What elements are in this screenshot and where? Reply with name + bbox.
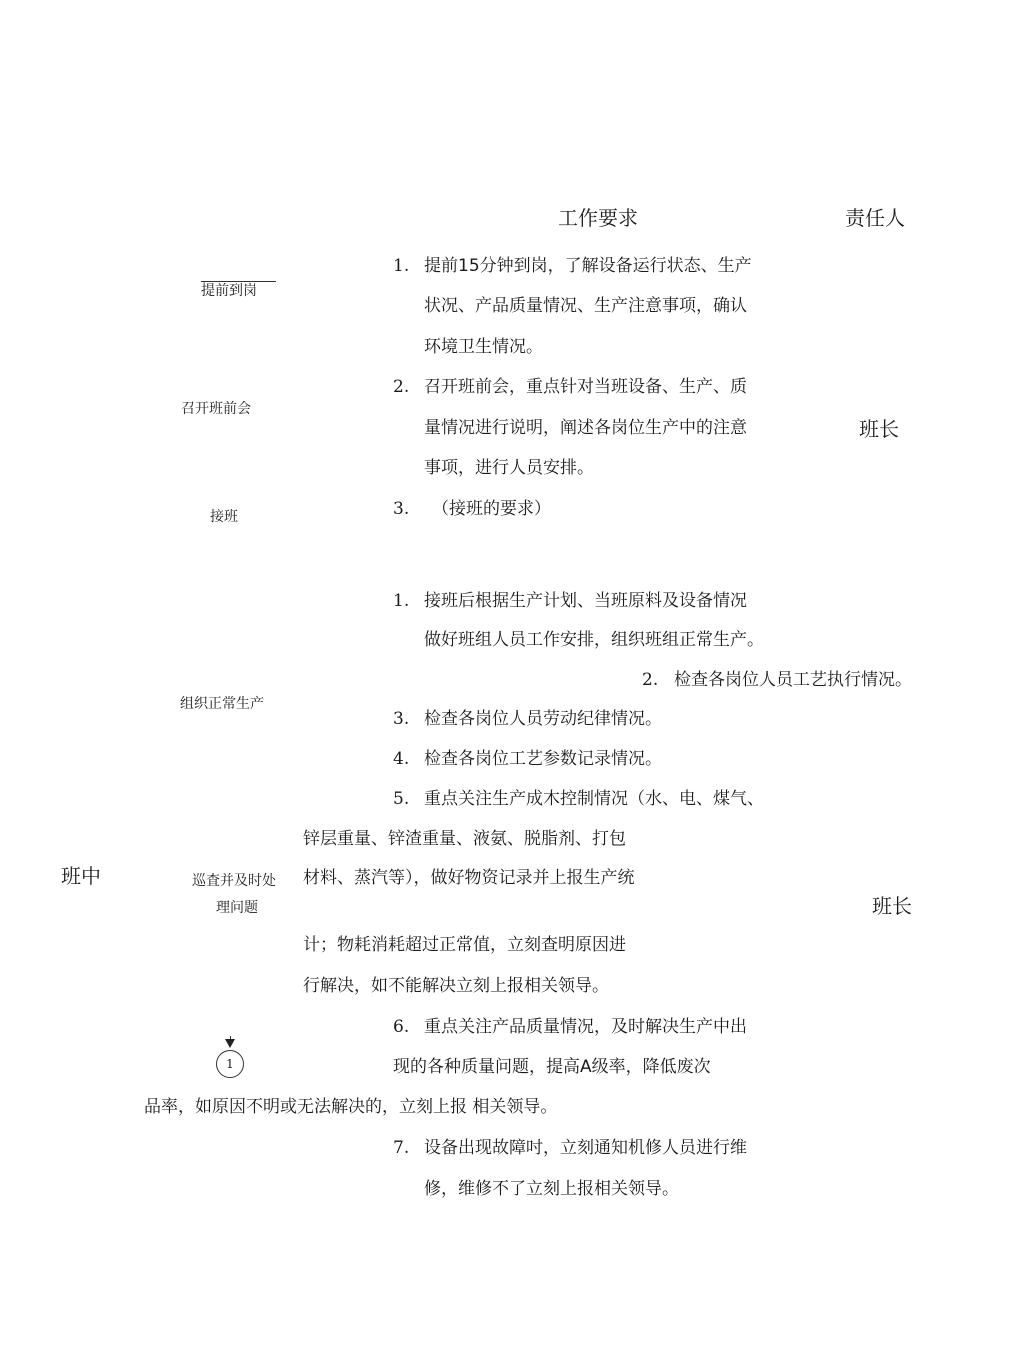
requirement-text: （接班的要求） bbox=[432, 499, 551, 519]
step-underline bbox=[201, 281, 276, 282]
requirement-text: 提前15分钟到岗，了解设备运行状态、生产 bbox=[424, 256, 752, 276]
requirement-text: 检查各岗位工艺参数记录情况。 bbox=[424, 749, 662, 769]
requirement-text: 量情况进行说明，阐述各岗位生产中的注意 bbox=[424, 418, 747, 438]
item-number: 2. bbox=[642, 670, 659, 690]
requirement-text: 材料、蒸汽等），做好物资记录并上报生产统 bbox=[303, 868, 635, 888]
item-number: 3. bbox=[393, 499, 410, 519]
step-pre-shift-meeting: 召开班前会 bbox=[181, 401, 251, 417]
item-number: 3. bbox=[393, 709, 410, 729]
item-number: 1. bbox=[393, 256, 410, 276]
item-number: 2. bbox=[393, 377, 410, 397]
header-responsible: 责任人 bbox=[845, 206, 905, 230]
requirement-text: 事项，进行人员安排。 bbox=[424, 458, 594, 478]
requirement-text: 环境卫生情况。 bbox=[424, 337, 543, 357]
requirement-text: 品率，如原因不明或无法解决的，立刻上报 相关领导。 bbox=[144, 1097, 558, 1117]
requirement-text: 检查各岗位人员劳动纪律情况。 bbox=[424, 709, 662, 729]
requirement-text: 检查各岗位人员工艺执行情况。 bbox=[674, 670, 912, 690]
step-handover: 接班 bbox=[210, 509, 238, 525]
requirement-text: 现的各种质量问题，提高A级率，降低废次 bbox=[393, 1057, 711, 1077]
requirement-text: 做好班组人员工作安排，组织班组正常生产。 bbox=[424, 630, 764, 650]
requirement-text: 召开班前会，重点针对当班设备、生产、质 bbox=[424, 377, 747, 397]
responsible-person-1: 班长 bbox=[859, 417, 899, 441]
header-work-requirements: 工作要求 bbox=[558, 206, 638, 230]
item-number: 7. bbox=[393, 1138, 410, 1158]
step-inspect-line1: 巡査并及时处 bbox=[192, 873, 276, 889]
step-organize-production: 组织正常生产 bbox=[180, 696, 264, 712]
item-number: 6. bbox=[393, 1017, 410, 1037]
requirement-text: 接班后根据生产计划、当班原料及设备情况 bbox=[424, 591, 747, 611]
item-number: 1. bbox=[393, 591, 410, 611]
requirement-text: 锌层重量、锌渣重量、液氨、脱脂剂、打包 bbox=[303, 829, 626, 849]
item-number: 4. bbox=[393, 749, 410, 769]
requirement-text: 状况、产品质量情况、生产注意事项，确认 bbox=[424, 296, 747, 316]
requirement-text: 行解决，如不能解决立刻上报相关领导。 bbox=[303, 976, 609, 996]
arrow-down-icon bbox=[225, 1039, 235, 1048]
requirement-text: 计；物耗消耗超过正常值，立刻查明原因进 bbox=[303, 935, 626, 955]
item-number: 5. bbox=[393, 789, 410, 809]
requirement-text: 设备出现故障吋，立刻通知机修人员进行维 bbox=[424, 1138, 747, 1158]
requirement-text: 重点关注生产成木控制情况（水、电、煤气、 bbox=[424, 789, 764, 809]
section-label-mid-shift: 班中 bbox=[61, 864, 101, 888]
step-arrive-early: 提前到岗 bbox=[201, 283, 257, 299]
step-inspect-line2: 理问题 bbox=[216, 900, 258, 916]
requirement-text: 修，维修不了立刻上报相关领导。 bbox=[424, 1179, 679, 1199]
responsible-person-2: 班长 bbox=[872, 894, 912, 918]
requirement-text: 重点关注产品质量情况，及时解决生产中出 bbox=[424, 1017, 747, 1037]
connector-circle: 1 bbox=[216, 1050, 244, 1078]
